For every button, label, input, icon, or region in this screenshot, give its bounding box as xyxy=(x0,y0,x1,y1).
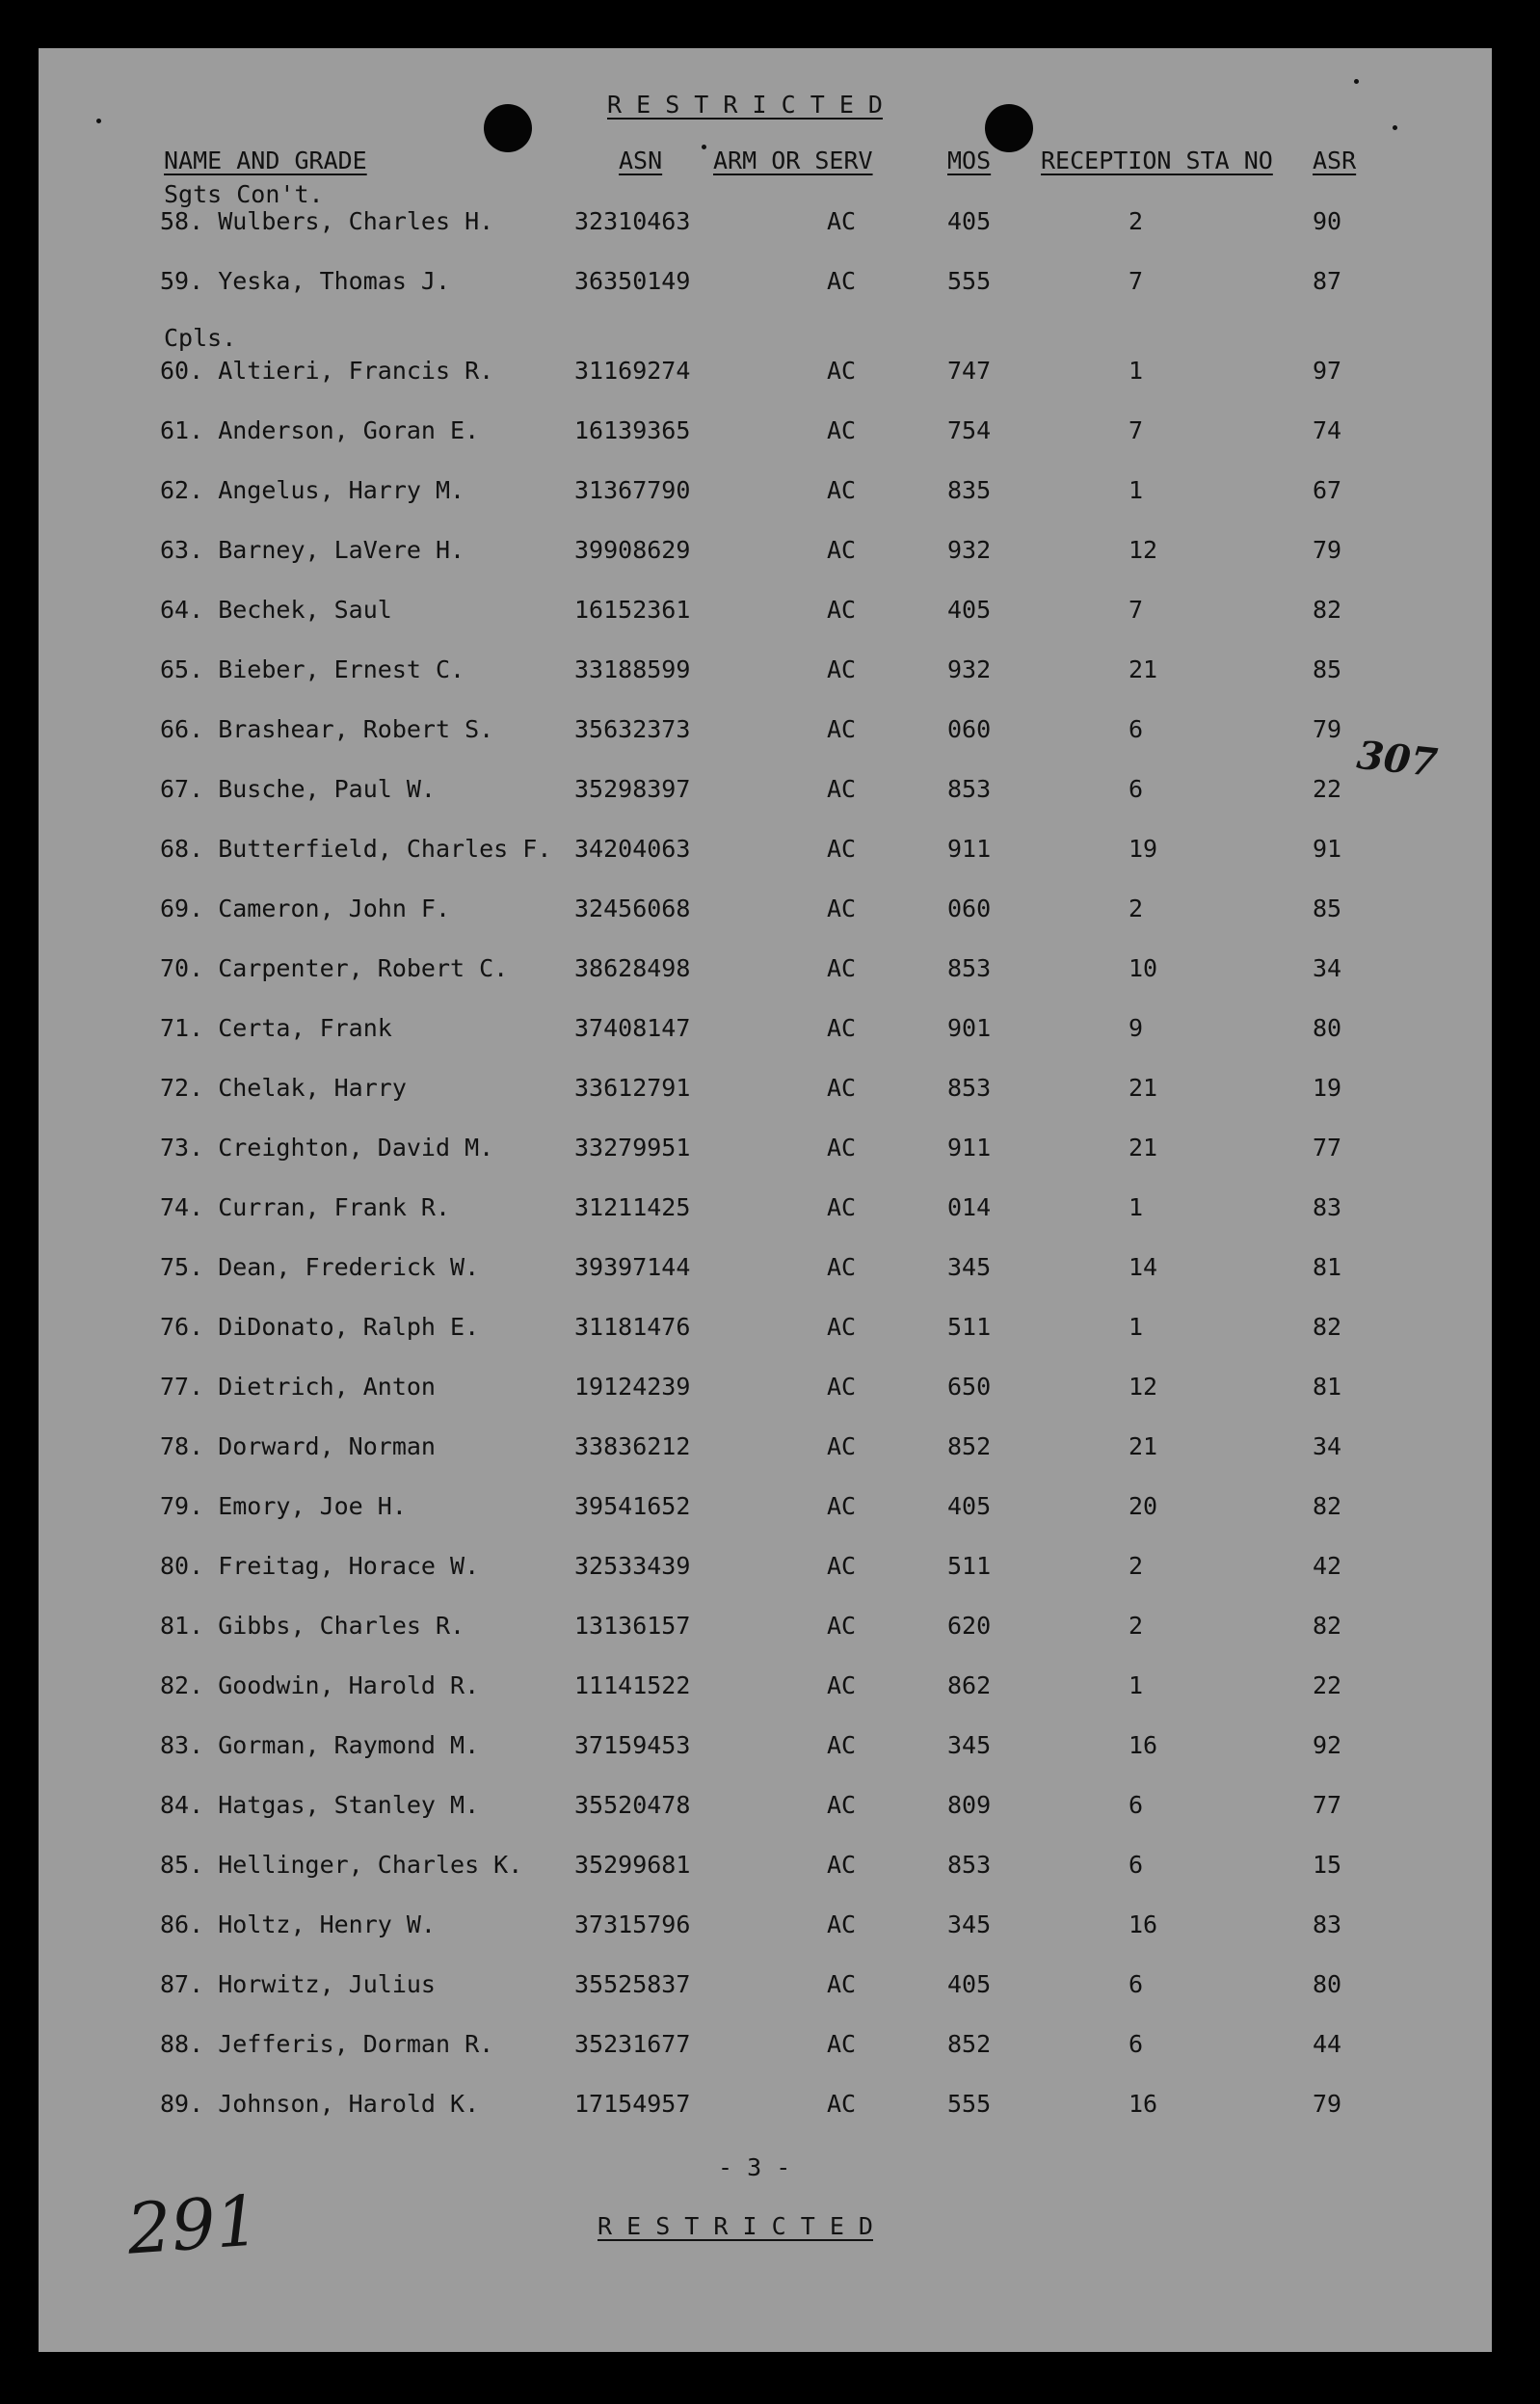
cell-mos: 650 xyxy=(947,1373,992,1401)
cell-reception-sta: 21 xyxy=(1128,1432,1158,1460)
cell-mos: 932 xyxy=(947,655,992,683)
cell-asn: 35525837 xyxy=(574,1970,691,1998)
cell-asr: 15 xyxy=(1313,1851,1342,1879)
cell-name: 73. Creighton, David M. xyxy=(160,1134,494,1162)
cell-asr: 82 xyxy=(1313,596,1342,624)
cell-asr: 83 xyxy=(1313,1910,1342,1938)
cell-mos: 754 xyxy=(947,416,992,444)
cell-asr: 80 xyxy=(1313,1014,1342,1042)
cell-name: 63. Barney, LaVere H. xyxy=(160,536,465,564)
cell-mos: 345 xyxy=(947,1910,992,1938)
cell-mos: 932 xyxy=(947,536,992,564)
cell-name: 72. Chelak, Harry xyxy=(160,1074,407,1102)
cell-name: 82. Goodwin, Harold R. xyxy=(160,1671,480,1699)
cell-arm: AC xyxy=(827,267,857,295)
cell-reception-sta: 21 xyxy=(1128,655,1158,683)
cell-name: 59. Yeska, Thomas J. xyxy=(160,267,451,295)
cell-reception-sta: 7 xyxy=(1128,596,1144,624)
cell-arm: AC xyxy=(827,1671,857,1699)
cell-asn: 37408147 xyxy=(574,1014,691,1042)
cell-reception-sta: 6 xyxy=(1128,1791,1144,1819)
cell-arm: AC xyxy=(827,416,857,444)
cell-name: 77. Dietrich, Anton xyxy=(160,1373,436,1401)
cell-reception-sta: 7 xyxy=(1128,416,1144,444)
cell-asr: 22 xyxy=(1313,1671,1342,1699)
cell-arm: AC xyxy=(827,1791,857,1819)
cell-asn: 31367790 xyxy=(574,476,691,504)
cell-arm: AC xyxy=(827,1492,857,1520)
cell-mos: 862 xyxy=(947,1671,992,1699)
cell-mos: 345 xyxy=(947,1253,992,1281)
cell-asn: 13136157 xyxy=(574,1612,691,1640)
cell-asr: 42 xyxy=(1313,1552,1342,1580)
cell-asr: 77 xyxy=(1313,1791,1342,1819)
cell-reception-sta: 1 xyxy=(1128,476,1144,504)
cell-asr: 97 xyxy=(1313,357,1342,385)
cell-asn: 32533439 xyxy=(574,1552,691,1580)
cell-asr: 22 xyxy=(1313,775,1342,803)
cell-mos: 911 xyxy=(947,835,992,863)
cell-reception-sta: 6 xyxy=(1128,715,1144,743)
cell-arm: AC xyxy=(827,1373,857,1401)
cell-arm: AC xyxy=(827,715,857,743)
cell-asr: 80 xyxy=(1313,1970,1342,1998)
cell-name: 84. Hatgas, Stanley M. xyxy=(160,1791,480,1819)
cell-mos: 405 xyxy=(947,1970,992,1998)
cell-asn: 19124239 xyxy=(574,1373,691,1401)
cell-arm: AC xyxy=(827,1910,857,1938)
cell-reception-sta: 20 xyxy=(1128,1492,1158,1520)
cell-reception-sta: 16 xyxy=(1128,2090,1158,2118)
cell-asr: 81 xyxy=(1313,1253,1342,1281)
column-header-asr: ASR xyxy=(1313,147,1357,174)
cell-asn: 37159453 xyxy=(574,1731,691,1759)
cell-asn: 33612791 xyxy=(574,1074,691,1102)
section-label-cpls: Cpls. xyxy=(164,324,237,352)
cell-asn: 33836212 xyxy=(574,1432,691,1460)
cell-asr: 74 xyxy=(1313,416,1342,444)
cell-reception-sta: 6 xyxy=(1128,1851,1144,1879)
speck xyxy=(1393,125,1397,130)
cell-mos: 405 xyxy=(947,207,992,235)
cell-reception-sta: 6 xyxy=(1128,2030,1144,2058)
cell-asr: 34 xyxy=(1313,954,1342,982)
cell-asn: 16152361 xyxy=(574,596,691,624)
speck xyxy=(1354,79,1359,84)
cell-mos: 853 xyxy=(947,775,992,803)
cell-name: 67. Busche, Paul W. xyxy=(160,775,436,803)
cell-arm: AC xyxy=(827,357,857,385)
column-header-arm: ARM OR SERV xyxy=(713,147,873,174)
cell-name: 64. Bechek, Saul xyxy=(160,596,392,624)
cell-name: 75. Dean, Frederick W. xyxy=(160,1253,480,1281)
cell-name: 74. Curran, Frank R. xyxy=(160,1193,451,1221)
cell-asn: 31211425 xyxy=(574,1193,691,1221)
cell-asr: 91 xyxy=(1313,835,1342,863)
cell-name: 70. Carpenter, Robert C. xyxy=(160,954,509,982)
cell-reception-sta: 19 xyxy=(1128,835,1158,863)
cell-arm: AC xyxy=(827,1134,857,1162)
cell-reception-sta: 1 xyxy=(1128,357,1144,385)
cell-mos: 747 xyxy=(947,357,992,385)
column-header-mos: MOS xyxy=(947,147,992,174)
cell-arm: AC xyxy=(827,1552,857,1580)
cell-name: 58. Wulbers, Charles H. xyxy=(160,207,494,235)
cell-mos: 852 xyxy=(947,2030,992,2058)
cell-asn: 38628498 xyxy=(574,954,691,982)
cell-mos: 555 xyxy=(947,2090,992,2118)
cell-arm: AC xyxy=(827,536,857,564)
cell-asn: 32456068 xyxy=(574,895,691,922)
cell-name: 61. Anderson, Goran E. xyxy=(160,416,480,444)
cell-asn: 35298397 xyxy=(574,775,691,803)
cell-reception-sta: 1 xyxy=(1128,1313,1144,1341)
cell-name: 86. Holtz, Henry W. xyxy=(160,1910,436,1938)
cell-asn: 11141522 xyxy=(574,1671,691,1699)
cell-asn: 36350149 xyxy=(574,267,691,295)
cell-arm: AC xyxy=(827,1074,857,1102)
cell-mos: 853 xyxy=(947,1851,992,1879)
cell-asn: 31169274 xyxy=(574,357,691,385)
cell-mos: 345 xyxy=(947,1731,992,1759)
section-label-sgts: Sgts Con't. xyxy=(164,180,324,208)
cell-asr: 92 xyxy=(1313,1731,1342,1759)
cell-arm: AC xyxy=(827,954,857,982)
column-header-name: NAME AND GRADE xyxy=(164,147,367,174)
cell-arm: AC xyxy=(827,1193,857,1221)
cell-reception-sta: 16 xyxy=(1128,1731,1158,1759)
cell-mos: 809 xyxy=(947,1791,992,1819)
cell-asr: 87 xyxy=(1313,267,1342,295)
cell-asn: 35299681 xyxy=(574,1851,691,1879)
cell-reception-sta: 21 xyxy=(1128,1074,1158,1102)
cell-reception-sta: 6 xyxy=(1128,775,1144,803)
cell-asr: 44 xyxy=(1313,2030,1342,2058)
cell-name: 89. Johnson, Harold K. xyxy=(160,2090,480,2118)
classification-footer: R E S T R I C T E D xyxy=(597,2212,873,2240)
cell-asr: 19 xyxy=(1313,1074,1342,1102)
cell-reception-sta: 2 xyxy=(1128,1552,1144,1580)
cell-asr: 79 xyxy=(1313,2090,1342,2118)
cell-arm: AC xyxy=(827,596,857,624)
cell-name: 76. DiDonato, Ralph E. xyxy=(160,1313,480,1341)
cell-reception-sta: 6 xyxy=(1128,1970,1144,1998)
cell-asr: 82 xyxy=(1313,1313,1342,1341)
cell-arm: AC xyxy=(827,2030,857,2058)
cell-name: 68. Butterfield, Charles F. xyxy=(160,835,552,863)
cell-arm: AC xyxy=(827,2090,857,2118)
cell-asn: 34204063 xyxy=(574,835,691,863)
cell-asr: 90 xyxy=(1313,207,1342,235)
page-number: - 3 - xyxy=(718,2153,791,2181)
classification-header: R E S T R I C T E D xyxy=(607,91,883,119)
cell-asr: 82 xyxy=(1313,1612,1342,1640)
cell-mos: 901 xyxy=(947,1014,992,1042)
cell-reception-sta: 7 xyxy=(1128,267,1144,295)
cell-asr: 79 xyxy=(1313,536,1342,564)
cell-mos: 511 xyxy=(947,1313,992,1341)
cell-arm: AC xyxy=(827,655,857,683)
column-header-asn: ASN xyxy=(619,147,663,174)
cell-reception-sta: 9 xyxy=(1128,1014,1144,1042)
cell-asn: 33188599 xyxy=(574,655,691,683)
cell-reception-sta: 14 xyxy=(1128,1253,1158,1281)
cell-name: 83. Gorman, Raymond M. xyxy=(160,1731,480,1759)
cell-asn: 39908629 xyxy=(574,536,691,564)
cell-asn: 37315796 xyxy=(574,1910,691,1938)
cell-mos: 060 xyxy=(947,895,992,922)
column-header-reception: RECEPTION STA NO xyxy=(1041,147,1273,174)
punch-hole-right xyxy=(985,104,1033,152)
cell-arm: AC xyxy=(827,775,857,803)
cell-arm: AC xyxy=(827,1014,857,1042)
cell-arm: AC xyxy=(827,476,857,504)
cell-name: 69. Cameron, John F. xyxy=(160,895,451,922)
cell-mos: 405 xyxy=(947,1492,992,1520)
cell-asr: 82 xyxy=(1313,1492,1342,1520)
cell-asn: 16139365 xyxy=(574,416,691,444)
cell-asn: 35632373 xyxy=(574,715,691,743)
cell-arm: AC xyxy=(827,1612,857,1640)
cell-asr: 85 xyxy=(1313,895,1342,922)
cell-name: 87. Horwitz, Julius xyxy=(160,1970,436,1998)
cell-reception-sta: 1 xyxy=(1128,1671,1144,1699)
cell-name: 62. Angelus, Harry M. xyxy=(160,476,465,504)
cell-asn: 39541652 xyxy=(574,1492,691,1520)
cell-mos: 853 xyxy=(947,954,992,982)
cell-asn: 17154957 xyxy=(574,2090,691,2118)
cell-asr: 34 xyxy=(1313,1432,1342,1460)
cell-asr: 77 xyxy=(1313,1134,1342,1162)
cell-asr: 79 xyxy=(1313,715,1342,743)
cell-asn: 32310463 xyxy=(574,207,691,235)
cell-asn: 39397144 xyxy=(574,1253,691,1281)
cell-mos: 405 xyxy=(947,596,992,624)
cell-name: 60. Altieri, Francis R. xyxy=(160,357,494,385)
cell-arm: AC xyxy=(827,895,857,922)
speck xyxy=(702,145,706,149)
cell-reception-sta: 16 xyxy=(1128,1910,1158,1938)
cell-name: 81. Gibbs, Charles R. xyxy=(160,1612,465,1640)
cell-arm: AC xyxy=(827,835,857,863)
cell-asn: 31181476 xyxy=(574,1313,691,1341)
cell-arm: AC xyxy=(827,1313,857,1341)
cell-mos: 911 xyxy=(947,1134,992,1162)
cell-arm: AC xyxy=(827,207,857,235)
cell-reception-sta: 1 xyxy=(1128,1193,1144,1221)
speck xyxy=(96,119,101,123)
cell-reception-sta: 2 xyxy=(1128,1612,1144,1640)
cell-name: 79. Emory, Joe H. xyxy=(160,1492,407,1520)
cell-mos: 853 xyxy=(947,1074,992,1102)
cell-reception-sta: 12 xyxy=(1128,536,1158,564)
cell-asn: 35520478 xyxy=(574,1791,691,1819)
cell-mos: 835 xyxy=(947,476,992,504)
cell-mos: 555 xyxy=(947,267,992,295)
cell-mos: 014 xyxy=(947,1193,992,1221)
cell-name: 88. Jefferis, Dorman R. xyxy=(160,2030,494,2058)
cell-arm: AC xyxy=(827,1432,857,1460)
cell-asr: 67 xyxy=(1313,476,1342,504)
handwritten-page-number: 291 xyxy=(124,2179,263,2270)
cell-name: 85. Hellinger, Charles K. xyxy=(160,1851,523,1879)
cell-reception-sta: 12 xyxy=(1128,1373,1158,1401)
cell-arm: AC xyxy=(827,1731,857,1759)
stamped-page-number: 307 xyxy=(1354,732,1440,787)
cell-name: 80. Freitag, Horace W. xyxy=(160,1552,480,1580)
cell-asr: 83 xyxy=(1313,1193,1342,1221)
cell-asn: 33279951 xyxy=(574,1134,691,1162)
cell-mos: 060 xyxy=(947,715,992,743)
cell-mos: 852 xyxy=(947,1432,992,1460)
cell-name: 78. Dorward, Norman xyxy=(160,1432,436,1460)
cell-arm: AC xyxy=(827,1851,857,1879)
cell-reception-sta: 10 xyxy=(1128,954,1158,982)
cell-name: 66. Brashear, Robert S. xyxy=(160,715,494,743)
cell-mos: 511 xyxy=(947,1552,992,1580)
document-page xyxy=(39,48,1492,2352)
cell-arm: AC xyxy=(827,1970,857,1998)
cell-reception-sta: 2 xyxy=(1128,895,1144,922)
cell-asn: 35231677 xyxy=(574,2030,691,2058)
cell-name: 65. Bieber, Ernest C. xyxy=(160,655,465,683)
cell-mos: 620 xyxy=(947,1612,992,1640)
cell-name: 71. Certa, Frank xyxy=(160,1014,392,1042)
cell-asr: 81 xyxy=(1313,1373,1342,1401)
cell-arm: AC xyxy=(827,1253,857,1281)
cell-asr: 85 xyxy=(1313,655,1342,683)
punch-hole-left xyxy=(484,104,532,152)
cell-reception-sta: 2 xyxy=(1128,207,1144,235)
cell-reception-sta: 21 xyxy=(1128,1134,1158,1162)
